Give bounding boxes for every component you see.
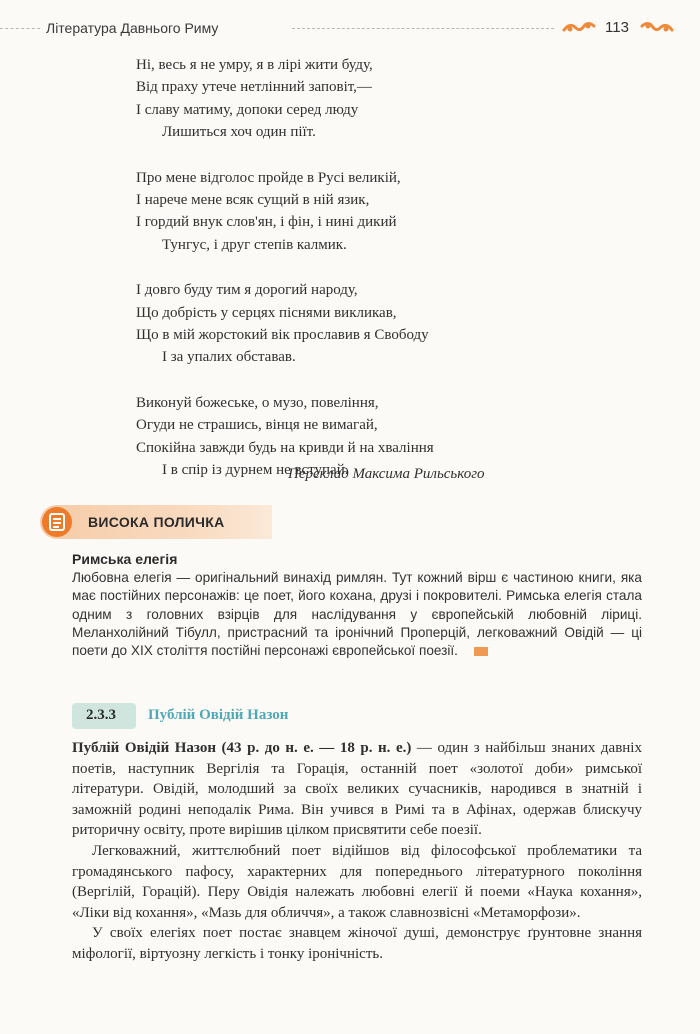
paragraph-lead: Публій Овідій Назон (43 р. до н. е. — 18 р. н. е.) (72, 740, 412, 756)
poem-line: Огуди не страшись, вінця не вимагай, (136, 417, 378, 434)
poem-line: І довго буду тим я дорогий народу, (136, 282, 358, 299)
header-rule-left (0, 28, 40, 30)
paragraph (72, 738, 642, 841)
poem-line: Виконуй божеське, о музо, повеління, (136, 394, 379, 411)
translation-credit: Переклад Максима Рильського (288, 466, 485, 482)
paragraph: Легковажний, життєлюбний поет відійшов від філософської проблематики та громадянського пафосу, характерних для попереднього літературного покоління (Вергілій, Горацій). Перу Овідія належать любовні елегії й поеми «Наука кохання», «Ліки від кохання», «Мазь для обличчя», а також славнозвісні «Метаморфози». (72, 842, 642, 921)
shelf-body (72, 569, 642, 660)
section-title: Публій Овідій Назон (148, 707, 289, 723)
poem-line: Що добрість у серцях піснями викликав, (136, 304, 397, 321)
shelf-subtitle: Римська елегія (72, 551, 178, 567)
poem-line: І гордий внук слов'ян, і фін, і нині дикий (136, 214, 397, 231)
shelf-body-text: Любовна елегія — оригінальний винахід римлян. Тут кожний вірш є частиною книги, яка має постійних персонажів: це поет, його кохана, друзі і покровителі. Римська елегія стала одним з головних взірців для наслідування у європейській любовній ліриці. Меланхолійний Тібулл, пристрасний та іронічний Проперцій, легковажний Овідій — ці поети до XIX століття постійні персонажі європейської поезії. (72, 570, 642, 659)
ornament-left-icon (562, 20, 596, 34)
book-shelf-icon (42, 507, 72, 537)
section-number: 2.3.3 (86, 707, 116, 723)
paragraph-text: — один з найбільш знаних давніх поетів, наступник Вергілія та Горація, останній поет «золотої доби» римської літератури. Овідій, молодший за своїх великих сучасників, народився в знатній і заможній родині неподалік Рима. Він учився в Римі та в Афінах, одержав блискучу риторичну освіту, проте вирішив цілком присвятити себе поезії. (72, 740, 642, 839)
header-rule-mid (292, 28, 554, 30)
article-body (72, 738, 642, 965)
ornament-right-icon (640, 20, 674, 34)
poem-line: Спокійна завжди будь на кривди й на хваління (136, 439, 434, 456)
poem-line: Тунгус, і друг степів калмик. (162, 236, 347, 253)
end-marker-icon (474, 647, 488, 656)
poem-line: Від праху утече нетлінний заповіт,— (136, 79, 372, 96)
poem-line: І нарече мене всяк сущий в ній язик, (136, 192, 370, 209)
poem (136, 54, 556, 505)
paragraph: У своїх елегіях поет постає знавцем жіночої душі, демонструє ґрунтовне знання міфології, віртуозну легкість і тонку іронічність. (72, 925, 642, 962)
poem-stanza (136, 279, 556, 369)
poem-line: І за упалих обставав. (162, 349, 296, 366)
poem-line: Що в мій жорстокий вік прославив я Свободу (136, 327, 429, 344)
shelf-content (72, 550, 642, 660)
page-number: 113 (605, 19, 629, 36)
shelf-label: ВИСОКА ПОЛИЧКА (88, 514, 225, 530)
poem-line: І в спір із дурнем не вступай. (162, 462, 349, 479)
poem-line: І славу матиму, допоки серед люду (136, 101, 359, 118)
page-header (0, 12, 700, 40)
poem-stanza (136, 167, 556, 257)
poem-line: Лишиться хоч один піїт. (162, 124, 316, 141)
running-title: Література Давнього Риму (46, 20, 219, 36)
poem-stanza (136, 54, 556, 144)
poem-line: Про мене відголос пройде в Русі великій, (136, 169, 401, 186)
poem-line: Ні, весь я не умру, я в лірі жити буду, (136, 57, 373, 73)
